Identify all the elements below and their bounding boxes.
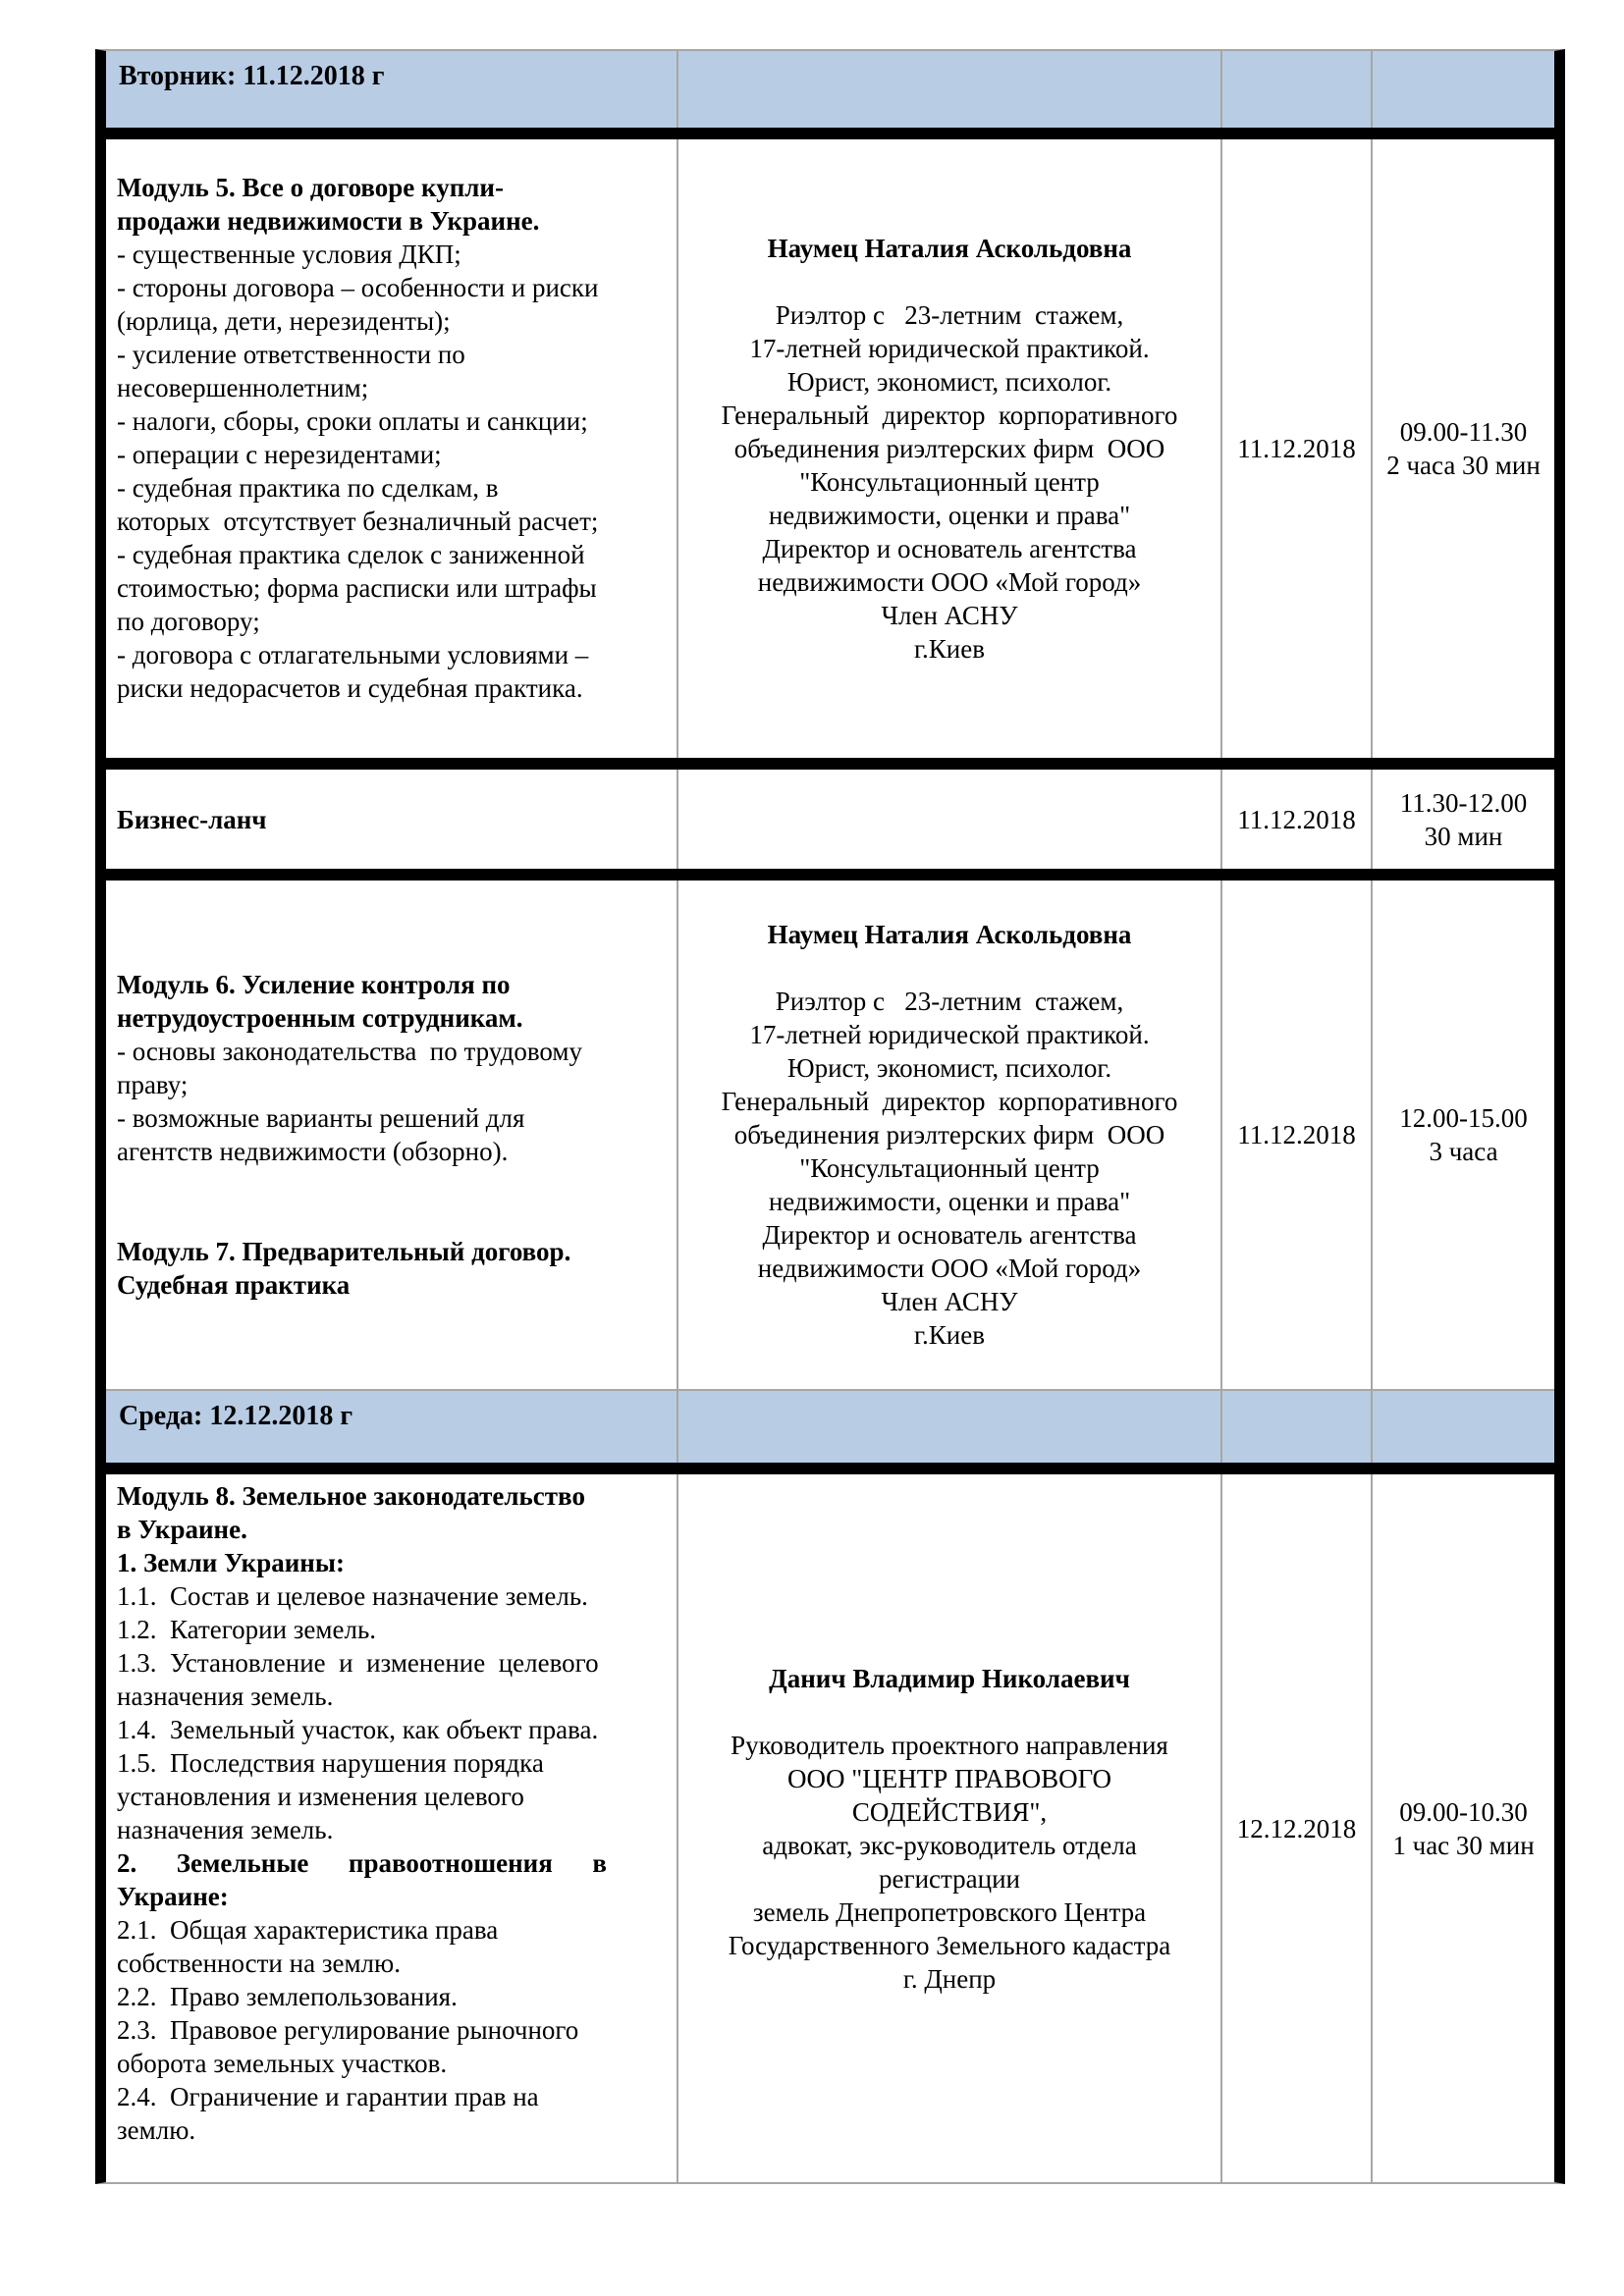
thick-row-separator — [106, 1463, 1554, 1474]
day-header-row-tuesday — [106, 51, 1554, 128]
text-line: 17-летней юридической практикой. — [749, 1020, 1150, 1049]
text-line: риски недорасчетов и судебная практика. — [117, 673, 583, 703]
text-line: Бизнес-ланч — [117, 804, 267, 834]
text-line — [117, 1201, 669, 1235]
text-line: Судебная практика — [117, 1270, 351, 1300]
speaker-cell-naumets — [678, 881, 1222, 1389]
text-line: 12.00-15.00 — [1399, 1103, 1528, 1133]
text-line: Юрист, экономист, психолог. — [786, 367, 1112, 397]
text-line: по договору; — [117, 607, 260, 636]
schedule-table — [95, 49, 1565, 2184]
text-line — [684, 1695, 1215, 1729]
text-line: - возможные варианты решений для — [117, 1103, 525, 1133]
date-cell — [1222, 139, 1373, 758]
text-line: 1. Земли Украины: — [117, 1548, 345, 1577]
thick-row-separator — [106, 758, 1554, 770]
session-row-module5 — [106, 139, 1554, 758]
text-line: Модуль 7. Предварительный договор. — [117, 1237, 571, 1266]
text-line: "Консультационный центр — [799, 467, 1100, 497]
text-line: (юрлица, дети, нерезиденты); — [117, 306, 451, 336]
text-line: - усиление ответственности по — [117, 340, 465, 369]
text-line: 09.00-11.30 — [1399, 417, 1528, 447]
text-line: несовершеннолетним; — [117, 373, 369, 402]
time-cell — [1373, 139, 1554, 758]
text-line: - стороны договора – особенности и риски — [117, 273, 599, 302]
empty-cell — [1373, 51, 1554, 128]
day-header-label: Среда: 12.12.2018 г — [119, 1401, 353, 1431]
text-line: Риэлтор с 23-летним стажем, — [775, 987, 1124, 1016]
session-row-module8 — [106, 1474, 1554, 2182]
text-line: Наумец Наталия Аскольдовна — [767, 234, 1132, 263]
empty-cell — [678, 51, 1222, 128]
text-line: г. Днепр — [902, 1963, 997, 1994]
text-line: Член АСНУ — [881, 601, 1018, 630]
text-line: 2 часа 30 мин — [1386, 451, 1541, 480]
text-line: регистрации — [879, 1863, 1020, 1894]
text-line: Директор и основатель агентства — [762, 1220, 1137, 1250]
day-header-label: Вторник: 11.12.2018 г — [119, 61, 385, 91]
date-cell — [1222, 1474, 1373, 2182]
text-line: 09.00-10.30 — [1399, 1796, 1528, 1827]
empty-cell — [678, 1391, 1222, 1463]
text-line: недвижимости, оценки и права" — [768, 501, 1131, 530]
text-line: Юрист, экономист, психолог. — [786, 1053, 1112, 1083]
text-line: - налоги, сборы, сроки оплаты и санкции; — [117, 406, 588, 436]
text-line: объединения риэлтерских фирм ООО — [733, 1120, 1165, 1149]
topic-cell-module6-7 — [106, 881, 678, 1389]
text-line: Данич Владимир Николаевич — [769, 1663, 1130, 1693]
empty-cell — [1222, 1391, 1373, 1463]
day-header-row-wednesday — [106, 1391, 1554, 1463]
text-line: ООО "ЦЕНТР ПРАВОВОГО — [786, 1763, 1112, 1793]
text-line: - судебная практика сделок с заниженной — [117, 540, 585, 569]
session-date: 11.12.2018 — [1237, 804, 1356, 834]
text-line: г.Киев — [914, 634, 985, 664]
text-line: агентств недвижимости (обзорно). — [117, 1137, 509, 1166]
session-row-lunch — [106, 770, 1554, 869]
text-line: Директор и основатель агентства — [762, 534, 1137, 563]
text-line: землю. — [117, 2115, 196, 2145]
empty-cell — [1222, 51, 1373, 128]
text-line: Член АСНУ — [881, 1287, 1018, 1316]
text-line: адвокат, экс-руководитель отдела — [762, 1830, 1137, 1860]
empty-cell — [1373, 1391, 1554, 1463]
text-line: 17-летней юридической практикой. — [749, 334, 1150, 363]
text-line: стоимостью; форма расписки или штрафы — [117, 573, 597, 603]
text-line: земель Днепропетровского Центра — [752, 1896, 1147, 1927]
text-line — [684, 951, 1215, 985]
speaker-cell-danich — [678, 1474, 1222, 2182]
text-line: - существенные условия ДКП; — [117, 240, 461, 269]
text-line: собственности на землю. — [117, 1949, 401, 1978]
text-line: недвижимости ООО «Мой город» — [757, 567, 1142, 597]
text-line: СОДЕЙСТВИЯ", — [851, 1796, 1048, 1827]
text-line: 2.3. Правовое регулирование рыночного — [117, 2015, 579, 2045]
time-cell — [1373, 881, 1554, 1389]
text-line: продажи недвижимости в Украине. — [117, 206, 540, 236]
text-line: праву; — [117, 1070, 189, 1099]
text-line: Наумец Наталия Аскольдовна — [767, 920, 1132, 949]
speaker-cell-empty — [678, 770, 1222, 869]
text-line: в Украине. — [117, 1515, 247, 1544]
text-line: 2.4. Ограничение и гарантии прав на — [117, 2082, 539, 2111]
text-line: г.Киев — [914, 1320, 985, 1350]
text-line: 1 час 30 мин — [1392, 1830, 1535, 1860]
session-date: 11.12.2018 — [1237, 1120, 1356, 1149]
text-line: Генеральный директор корпоративного — [721, 1087, 1178, 1116]
text-line — [117, 1168, 669, 1201]
text-line: Риэлтор с 23-летним стажем, — [775, 300, 1124, 330]
text-line: - основы законодательства по трудовому — [117, 1037, 582, 1066]
text-line: установления и изменения целевого — [117, 1782, 524, 1811]
time-cell — [1373, 770, 1554, 869]
text-line: объединения риэлтерских фирм ООО — [733, 434, 1165, 463]
text-line: оборота земельных участков. — [117, 2049, 448, 2078]
text-line: - судебная практика по сделкам, в — [117, 473, 499, 503]
text-line: 2.1. Общая характеристика права — [117, 1915, 499, 1945]
text-line: - операции с нерезидентами; — [117, 440, 442, 469]
text-line — [684, 265, 1215, 298]
text-line: назначения земель. — [117, 1815, 334, 1844]
day-header-label-cell — [106, 51, 678, 128]
speaker-cell-naumets — [678, 139, 1222, 758]
text-line: 1.1. Состав и целевое назначение земель. — [117, 1581, 588, 1611]
text-line: недвижимости ООО «Мой город» — [757, 1254, 1142, 1283]
thick-row-separator — [106, 869, 1554, 881]
session-row-module6-7 — [106, 881, 1554, 1389]
date-cell — [1222, 881, 1373, 1389]
text-line: 1.5. Последствия нарушения порядка — [117, 1748, 544, 1778]
text-line: 11.30-12.00 — [1399, 787, 1528, 818]
time-cell — [1373, 1474, 1554, 2182]
text-line: Руководитель проектного направления — [731, 1730, 1168, 1760]
text-line: 30 мин — [1424, 821, 1503, 851]
session-date: 12.12.2018 — [1236, 1813, 1357, 1843]
text-line: 2. Земельные правоотношения в — [117, 1848, 607, 1878]
topic-cell-module8 — [106, 1474, 678, 2182]
topic-cell-lunch — [106, 770, 678, 869]
text-line: нетрудоустроенным сотрудникам. — [117, 1003, 523, 1033]
text-line: - договора с отлагательными условиями – — [117, 640, 589, 669]
thick-row-separator — [106, 128, 1554, 139]
text-line: которых отсутствует безналичный расчет; — [117, 507, 599, 536]
text-line: Модуль 6. Усиление контроля по — [117, 970, 511, 999]
text-line: назначения земель. — [117, 1682, 334, 1711]
date-cell — [1222, 770, 1373, 869]
text-line: Модуль 5. Все о договоре купли- — [117, 173, 504, 202]
text-line: Украине: — [117, 1882, 229, 1911]
text-line: 2.2. Право землепользования. — [117, 1982, 458, 2011]
topic-cell-module5 — [106, 139, 678, 758]
text-line: Модуль 8. Земельное законодательство — [117, 1481, 585, 1511]
text-line: Генеральный директор корпоративного — [721, 400, 1178, 430]
text-line: 3 часа — [1429, 1137, 1498, 1166]
text-line: 1.2. Категории земель. — [117, 1615, 377, 1644]
text-line: недвижимости, оценки и права" — [768, 1187, 1131, 1216]
text-line: "Консультационный центр — [799, 1153, 1100, 1183]
day-header-label-cell — [106, 1391, 678, 1463]
text-line: Государственного Земельного кадастра — [728, 1930, 1171, 1960]
text-line: 1.4. Земельный участок, как объект права. — [117, 1715, 599, 1744]
text-line: 1.3. Установление и изменение целевого — [117, 1648, 599, 1678]
session-date: 11.12.2018 — [1237, 434, 1356, 463]
